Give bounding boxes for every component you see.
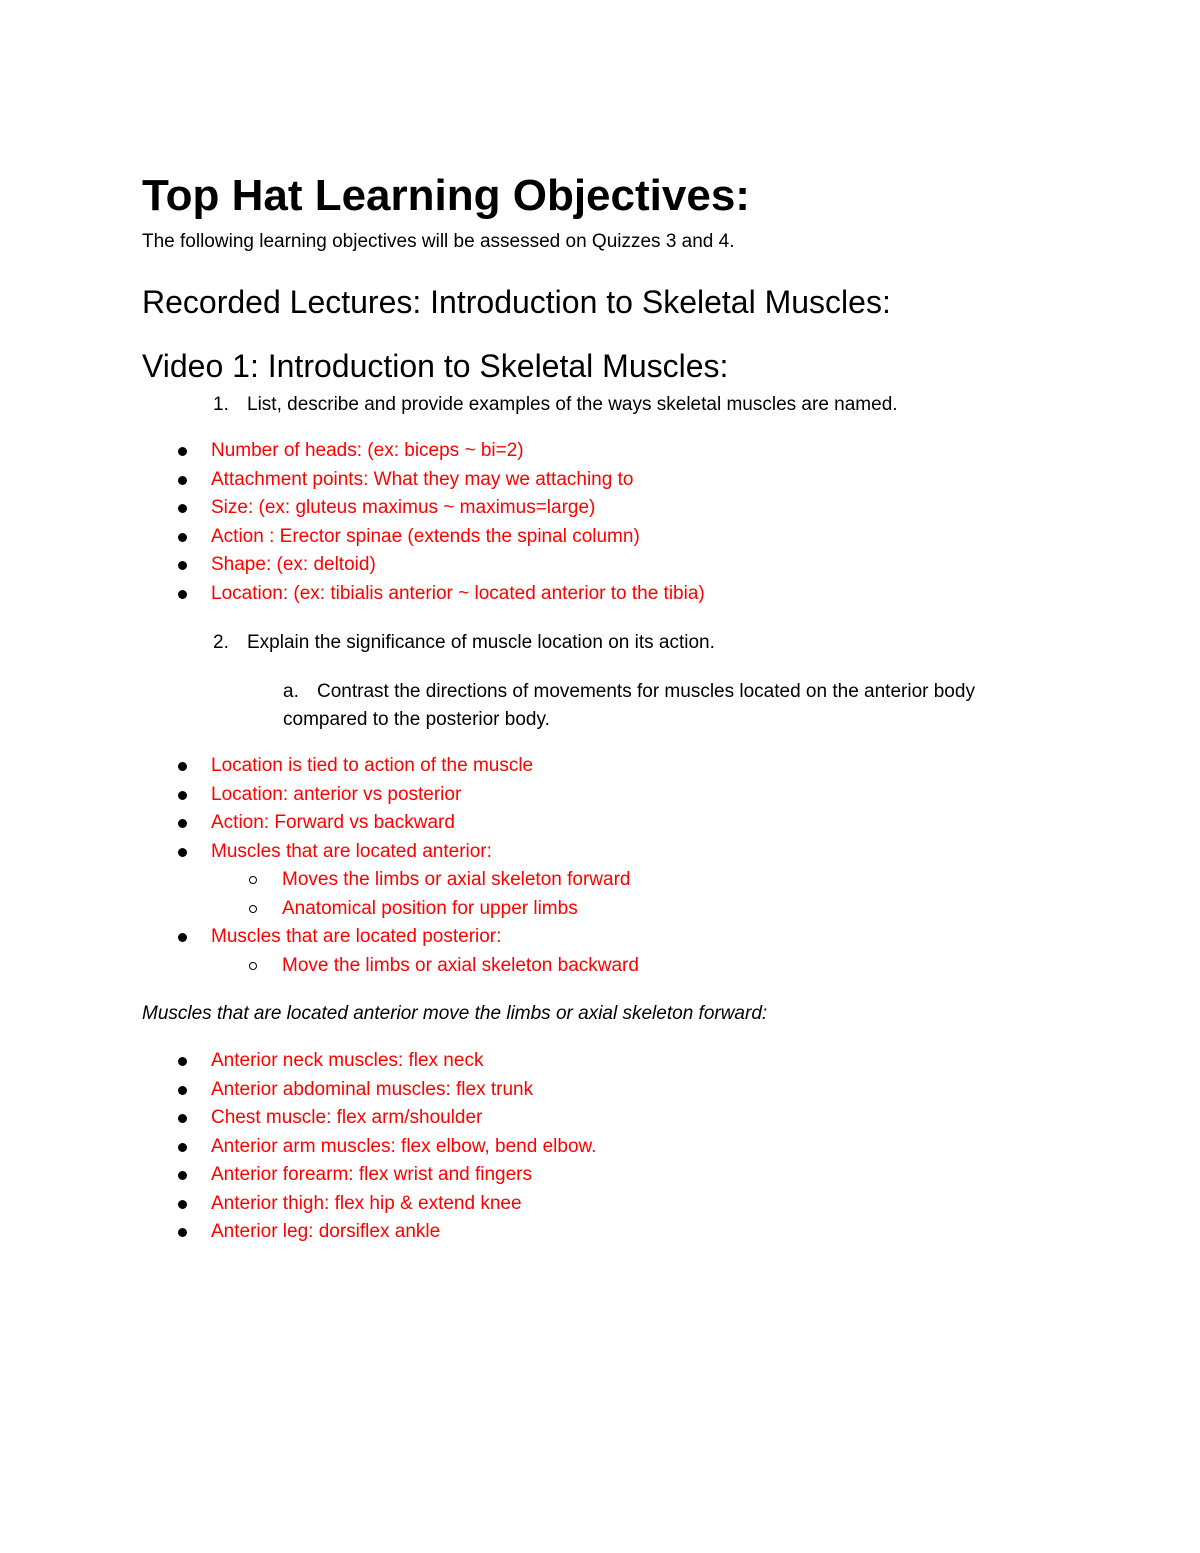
bullet-icon [178,1143,187,1152]
anterior-examples-list [0,1047,596,1247]
list-item: Location: (ex: tibialis anterior ~ located anterior to the tibia) [0,580,705,609]
bullet-icon [178,476,187,485]
sub-list-item: Move the limbs or axial skeleton backward [0,952,639,981]
bullet-icon [178,447,187,456]
bullet-icon [178,762,187,771]
list-item: Anterior arm muscles: flex elbow, bend elbow. [0,1133,596,1162]
sub-list-item: Anatomical position for upper limbs [0,895,639,924]
list-item: Anterior forearm: flex wrist and fingers [0,1161,596,1190]
list-item: Anterior thigh: flex hip & extend knee [0,1190,596,1219]
hollow-bullet-icon [249,876,257,884]
list-item: Muscles that are located anterior: [0,838,639,867]
list-item: Shape: (ex: deltoid) [0,551,705,580]
bullet-icon [178,1114,187,1123]
bullet-icon [178,1228,187,1237]
section-heading: Recorded Lectures: Introduction to Skeletal Muscles: [142,284,891,320]
bullet-icon [178,819,187,828]
list-item: Chest muscle: flex arm/shoulder [0,1104,596,1133]
list-item: Muscles that are located posterior: [0,923,639,952]
objective-1-text: List, describe and provide examples of the ways skeletal muscles are named. [247,394,898,415]
list-item: Action : Erector spinae (extends the spinal column) [0,523,705,552]
list-item: Anterior abdominal muscles: flex trunk [0,1076,596,1105]
intro-text: The following learning objectives will be assessed on Quizzes 3 and 4. [142,231,735,252]
list-item: Action: Forward vs backward [0,809,639,838]
list-item: Anterior neck muscles: flex neck [0,1047,596,1076]
bullet-icon [178,561,187,570]
objective-2a-text: Contrast the directions of movements for muscles located on the anterior body compared to the posterior body. [283,681,975,730]
list-item: Attachment points: What they may we attaching to [0,466,705,495]
bullet-icon [178,791,187,800]
location-notes-list [0,752,639,980]
bullet-icon [178,933,187,942]
bullet-icon [178,848,187,857]
video-heading: Video 1: Introduction to Skeletal Muscles: [142,348,729,384]
objective-2a [283,678,1043,734]
page-title: Top Hat Learning Objectives: [142,171,750,220]
objective-2-text: Explain the significance of muscle location on its action. [247,632,715,653]
list-item: Number of heads: (ex: biceps ~ bi=2) [0,437,705,466]
naming-notes-list [0,437,705,608]
objective-1-number: 1. [213,394,229,415]
objective-1 [213,392,898,418]
sub-list-item: Moves the limbs or axial skeleton forward [0,866,639,895]
bullet-icon [178,1200,187,1209]
bullet-icon [178,504,187,513]
bullet-icon [178,1171,187,1180]
hollow-bullet-icon [249,962,257,970]
bullet-icon [178,1086,187,1095]
list-item: Anterior leg: dorsiflex ankle [0,1218,596,1247]
bullet-icon [178,590,187,599]
objective-2-number: 2. [213,632,229,653]
bullet-icon [178,533,187,542]
list-item: Location: anterior vs posterior [0,781,639,810]
anterior-statement: Muscles that are located anterior move the limbs or axial skeleton forward: [142,1003,768,1024]
hollow-bullet-icon [249,905,257,913]
list-item: Location is tied to action of the muscle [0,752,639,781]
list-item: Size: (ex: gluteus maximus ~ maximus=large) [0,494,705,523]
objective-2 [213,630,715,656]
bullet-icon [178,1057,187,1066]
objective-2a-letter: a. [283,681,299,702]
